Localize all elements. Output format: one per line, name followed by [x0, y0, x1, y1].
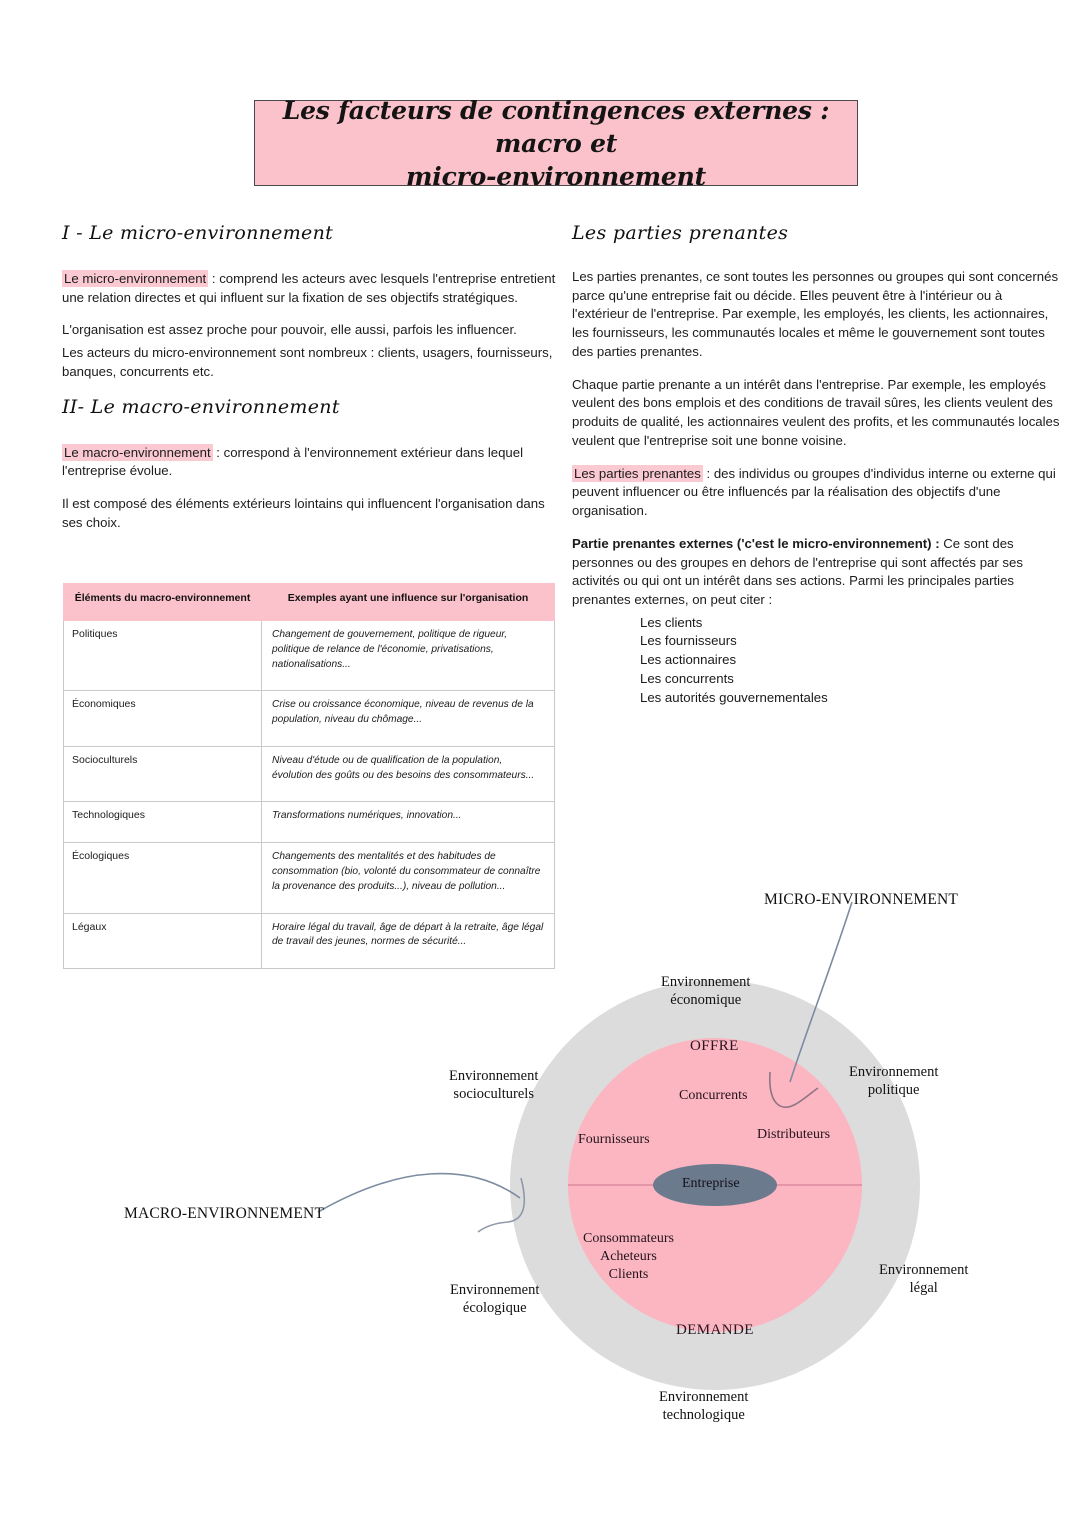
- list-item: Les clients: [640, 614, 703, 630]
- label-environnement-legal: [879, 1261, 968, 1297]
- label-environnement-legal-line1: Environnement: [879, 1262, 969, 1278]
- list-item: Les autorités gouvernementales: [640, 689, 828, 705]
- left-column: [62, 222, 562, 547]
- parties-externes-list: [572, 614, 1060, 708]
- table-cell-examples: Transformations numériques, innovation...: [262, 802, 555, 843]
- highlight-parties-prenantes-label: Les parties prenantes: [574, 465, 701, 481]
- list-item: Les concurrents: [640, 670, 734, 686]
- table-cell-element: Écologiques: [64, 843, 262, 913]
- text-parties-externes: Ce sont des personnes ou des groupes en dehors de l'entreprise qui sont affectés par ses activités ou qui ont un intérêt dans ses actions. Parmi les principales parties prenantes externes, on peut citer :: [572, 535, 1023, 608]
- table-header-examples: Exemples ayant une influence sur l'organisation: [262, 584, 555, 621]
- table-cell-examples: Changement de gouvernement, politique de rigueur, politique de relance de l'économie, privatisations, nationalisations...: [262, 621, 555, 691]
- table-cell-examples: Crise ou croissance économique, niveau de revenus de la population, niveau du chômage...: [262, 691, 555, 747]
- label-demande: DEMANDE: [676, 1322, 754, 1338]
- callout-macro-environnement: MACRO-ENVIRONNEMENT: [124, 1205, 325, 1222]
- table-header-row: [64, 584, 555, 621]
- environment-diagram: [0, 860, 1080, 1460]
- heading-micro-environnement: I - Le micro-environnement: [62, 222, 334, 244]
- list-item: Les fournisseurs: [640, 633, 737, 649]
- table-row: [64, 802, 555, 843]
- paragraph-parties-externes: [572, 535, 1060, 610]
- callout-micro-environnement: MICRO-ENVIRONNEMENT: [764, 891, 959, 908]
- label-consommateurs-acheteurs-clients: [583, 1230, 674, 1284]
- table-header-elements: Éléments du macro-environnement: [64, 584, 262, 621]
- paragraph-organisation: L'organisation est assez proche pour pouvoir, elle aussi, parfois les influencer.: [62, 322, 517, 338]
- table-cell-element: Technologiques: [64, 802, 262, 843]
- label-concurrents: Concurrents: [679, 1088, 748, 1103]
- table-row: [64, 691, 555, 747]
- list-item: Les actionnaires: [640, 652, 737, 668]
- label-environnement-politique-line1: Environnement: [849, 1064, 939, 1080]
- label-environnement-technologique: [659, 1388, 748, 1424]
- label-environnement-economique: [661, 973, 750, 1009]
- definition-micro-text: : comprend les acteurs avec lesquels l'entreprise entretient une relation directes et qui influent sur la fixation de ses objectifs stratégiques.: [62, 271, 556, 305]
- table-header: [64, 584, 555, 621]
- table-cell-examples: Niveau d'étude ou de qualification de la population, évolution des goûts ou des besoins des consommateurs...: [262, 746, 555, 802]
- table-cell-element: Économiques: [64, 691, 262, 747]
- definition-macro-environnement: [62, 444, 562, 481]
- highlight-micro-label: Le micro-environnement: [64, 271, 207, 286]
- label-offre: OFFRE: [690, 1038, 739, 1054]
- paragraph-acteurs: Les acteurs du micro-environnement sont nombreux : clients, usagers, fournisseurs, banques, concurrents etc.: [62, 345, 553, 379]
- table-row: [64, 621, 555, 691]
- definition-micro-environnement: [62, 270, 562, 307]
- label-environnement-socioculturels-line1: Environnement: [449, 1068, 539, 1084]
- label-parties-externes: Partie prenantes externes ('c'est le micro-environnement) :: [572, 535, 940, 551]
- label-environnement-ecologique-line2: écologique: [462, 1300, 527, 1317]
- table-cell-examples: Horaire légal du travail, âge de départ à la retraite, âge légal de travail des jeunes, normes de sécurité...: [262, 913, 555, 969]
- label-environnement-ecologique: [450, 1281, 539, 1317]
- label-acheteurs: Acheteurs: [600, 1248, 657, 1264]
- label-environnement-socioculturels-line2: socioculturels: [453, 1086, 534, 1103]
- label-environnement-technologique-line2: technologique: [662, 1407, 745, 1424]
- paragraph-parties-prenantes-intro: Les parties prenantes, ce sont toutes les personnes ou groupes qui sont concernés parce qu'une entreprise fait ou décide. Elles peuvent être à l'intérieur ou à l'extérieur de l'entreprise. Par exemple, les employés, les clients, les actionnaires, les fournisseurs, les communautés locales et même le gouvernement sont toutes des parties prenantes.: [572, 269, 1059, 359]
- label-environnement-legal-line2: légal: [909, 1280, 938, 1297]
- definition-macro-text: : correspond à l'environnement extérieur dans lequel l'entreprise évolue.: [62, 444, 524, 479]
- label-distributeurs: Distributeurs: [757, 1127, 831, 1142]
- label-environnement-economique-line1: Environnement: [661, 974, 751, 990]
- definition-parties-prenantes-text: : des individus ou groupes d'individus interne ou externe qui peuvent influencer ou être influencés par la réalisation des objectifs d'une organisation.: [572, 465, 1056, 519]
- label-environnement-technologique-line1: Environnement: [659, 1389, 749, 1405]
- label-environnement-ecologique-line1: Environnement: [450, 1282, 540, 1298]
- paragraph-interets: Chaque partie prenante a un intérêt dans l'entreprise. Par exemple, les employés veulent des bons emplois et des conditions de travail sûres, les clients veulent des produits de qualité, les actionnaires veulent des profits, et les communautés locales veulent que l'entreprise soit une bonne voisine.: [572, 376, 1060, 448]
- page-title: [273, 94, 839, 193]
- label-environnement-politique: [849, 1063, 938, 1099]
- page-title-line-2: micro-environnement: [406, 161, 706, 191]
- table-cell-element: Politiques: [64, 621, 262, 691]
- label-entreprise: Entreprise: [682, 1176, 740, 1191]
- label-environnement-politique-line2: politique: [867, 1082, 920, 1099]
- table-cell-examples: Changements des mentalités et des habitudes de consommation (bio, volonté du consommateur de connaître la provenance des produits...), niveau de pollution...: [262, 843, 555, 913]
- heading-macro-environnement: II- Le macro-environnement: [62, 395, 340, 418]
- label-environnement-economique-line2: économique: [670, 992, 742, 1009]
- label-environnement-socioculturels: [449, 1067, 538, 1103]
- right-column: [572, 222, 1060, 707]
- label-consommateurs: Consommateurs: [583, 1231, 674, 1246]
- table-row: [64, 746, 555, 802]
- macro-callout-arrow-line: [318, 1174, 520, 1212]
- page-title-banner: [254, 95, 858, 191]
- label-clients: Clients: [608, 1266, 649, 1282]
- table-cell-element: Socioculturels: [64, 746, 262, 802]
- label-fournisseurs: Fournisseurs: [578, 1132, 650, 1147]
- diagram-svg: [0, 860, 1080, 1460]
- page-title-line-1: Les facteurs de contingences externes : macro et: [282, 95, 830, 158]
- highlight-macro-label: Le macro-environnement: [64, 444, 211, 460]
- definition-parties-prenantes: [572, 465, 1060, 521]
- paragraph-elements-exterieurs: Il est composé des éléments extérieurs lointains qui influencent l'organisation dans ses choix.: [62, 496, 545, 530]
- table-cell-element: Légaux: [64, 913, 262, 969]
- heading-parties-prenantes: Les parties prenantes: [572, 222, 789, 244]
